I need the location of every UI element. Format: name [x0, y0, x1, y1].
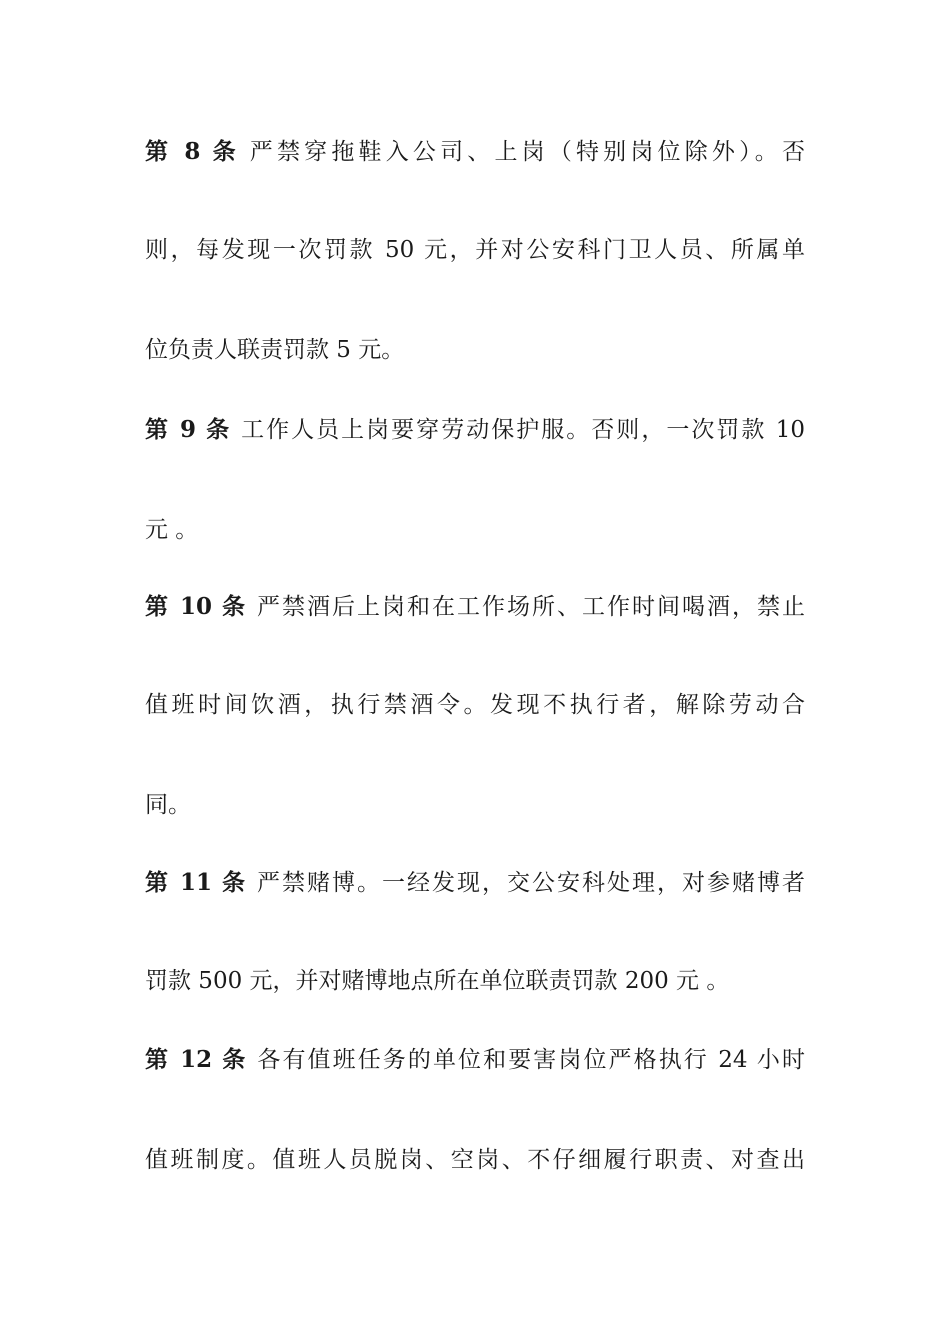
article-9-text-2: 元 。 [145, 517, 199, 543]
article-10-line-1 [145, 592, 805, 622]
article-12-text-2: 值班制度。值班人员脱岗、空岗、不仔细履行职责、对查出 [145, 1147, 805, 1173]
article-10-line-2 [145, 690, 805, 720]
article-10-text-3: 同。 [145, 792, 191, 818]
article-11-label: 第 11 条 [145, 869, 248, 896]
article-9-line-1 [145, 415, 805, 445]
article-10-line-3 [145, 790, 805, 820]
article-8-text-2: 则，每发现一次罚款 50 元，并对公安科门卫人员、所属单 [145, 237, 805, 263]
article-9-text-1: 工作人员上岗要穿劳动保护服。否则，一次罚款 10 [241, 417, 805, 443]
article-10-text-2: 值班时间饮酒，执行禁酒令。发现不执行者，解除劳动合 [145, 692, 805, 718]
article-8-line-2 [145, 235, 805, 265]
article-8-text-1: 严禁穿拖鞋入公司、上岗（特别岗位除外）。否 [249, 139, 805, 165]
article-11-text-1: 严禁赌博。一经发现，交公安科处理，对参赌博者 [257, 870, 806, 896]
article-12-label: 第 12 条 [145, 1046, 248, 1073]
article-10-text-1: 严禁酒后上岗和在工作场所、工作时间喝酒，禁止 [257, 594, 806, 620]
article-11-line-2 [145, 966, 805, 996]
article-9-line-2 [145, 515, 805, 545]
article-11-line-1 [145, 868, 805, 898]
article-8-label: 第 8 条 [145, 138, 240, 165]
article-8-text-3: 位负责人联责罚款 5 元。 [145, 337, 405, 363]
article-12-line-1 [145, 1045, 805, 1075]
article-12-line-2 [145, 1145, 805, 1175]
article-9-label: 第 9 条 [145, 416, 232, 443]
article-12-text-1: 各有值班任务的单位和要害岗位严格执行 24 小时 [257, 1047, 805, 1073]
article-8-line-3 [145, 335, 805, 365]
article-8-line-1 [145, 137, 805, 167]
article-10-label: 第 10 条 [145, 593, 248, 620]
article-11-text-2: 罚款 500 元，并对赌博地点所在单位联责罚款 200 元 。 [145, 968, 730, 994]
